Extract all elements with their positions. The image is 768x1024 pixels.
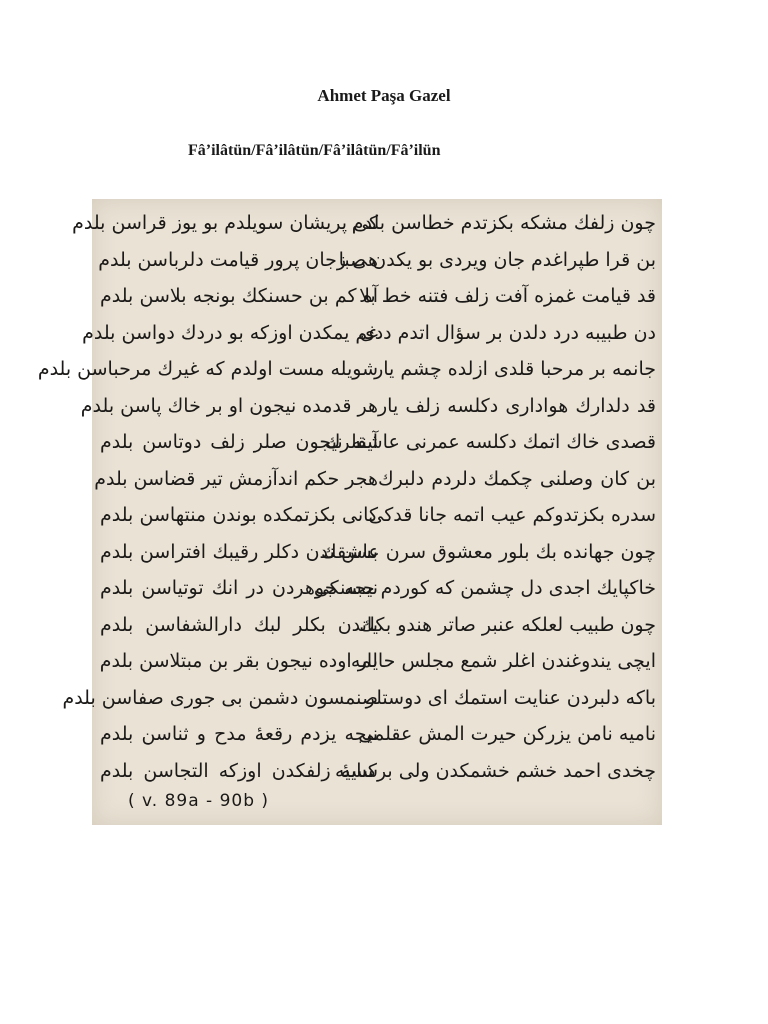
manuscript-line: کانی بکزتمکده بوندن منتهاسن بلدم xyxy=(100,504,378,526)
manuscript-line: کی پریشان سویلدم بو یوز قراسن بلدم xyxy=(72,212,378,234)
manuscript-line: قد دلدارك هواداری دکلسه زلف یار xyxy=(378,394,656,417)
document-title: Ahmet Paşa Gazel xyxy=(317,86,451,105)
manuscript-line: بن کان وصلنی چکمك دلردم دلبرك xyxy=(378,467,656,490)
manuscript-line: هی زجان پرور قیامت دلرباسن بلدم xyxy=(98,248,378,271)
manuscript-line: شویله مست اولدم که غیرك مرحباسن بلدم xyxy=(37,358,378,380)
manuscript-left-column xyxy=(37,205,378,789)
manuscript-line: بسن ندن دکلر رقیبك افتراسن بلدم xyxy=(100,540,378,563)
manuscript-line: خاکپایك اجدی دل چشمن که کوردم حسنکی xyxy=(313,577,656,599)
manuscript-line: یار اوده نیجون بقر بن مبتلاسن بلدم xyxy=(99,650,378,672)
manuscript-line: چون زلفك مشکه بکزتدم خطاسن بلدم xyxy=(351,212,656,234)
manuscript-line: قصدی خاك اتمك دکلسه عمرنی عاشقلرك xyxy=(324,431,656,453)
manuscript-line: بن قرا طپراغدم جان ویردی بو یکدن صبا xyxy=(338,248,656,271)
manuscript-line: هجر حکم اندآزمش تیر قضاسن بلدم xyxy=(94,467,378,490)
manuscript-line: قد قیامت غمزه آفت زلف فتنه خط بلا xyxy=(359,285,656,307)
manuscript-line: نیجه جوهردن در انك توتیاسن بلدم xyxy=(100,577,378,599)
manuscript-line: آینه نیجون صلر زلف دوتاسن بلدم xyxy=(100,431,378,453)
manuscript-line: جانمه بر مرحبا قلدی ازلده چشم یار xyxy=(374,358,656,380)
manuscript-line: نامیه نامن یزرکن حیرت المش عقلمی xyxy=(358,723,656,745)
manuscript-right-column xyxy=(313,205,656,789)
manuscript-line: چون طبیب لعلکه عنبر صاتر هندو بکك xyxy=(359,613,656,636)
manuscript-line: نیجه یزدم رقعهٔ مدح و ثناسن بلدم xyxy=(100,723,378,745)
manuscript-line: سدره بکزتدوکم عیب اتمه جانا قدکی xyxy=(368,504,656,526)
folio-reference: ( v. 89a - 90b ) xyxy=(128,791,270,811)
manuscript-scan xyxy=(37,199,662,825)
manuscript-line: هر قدمده نیجون او بر خاك پاسن بلدم xyxy=(80,394,378,417)
manuscript-line: آه کم بن حسنکك بونجه بلاسن بلدم xyxy=(100,285,378,307)
manuscript-line: غم یمکدن اوزکه بو دردك دواسن بلدم xyxy=(82,321,378,344)
manuscript-line: باکه دلبردن عنایت استمك ای دوستلر xyxy=(365,686,656,709)
manuscript-line: ایچی یندوغندن اغلر شمع مجلس حالمه xyxy=(350,650,656,672)
manuscript-line: چخدی احمد خشم خشمکدن ولی برکسیه xyxy=(335,759,656,782)
manuscript-line: یاندن بکلر لبك دارالشفاسن بلدم xyxy=(100,613,378,636)
manuscript-line: صنمسون دشمن بی جوری صفاسن بلدم xyxy=(62,686,378,709)
manuscript-line: دن طبیبه درد دلدن بر سؤال اتدم ددی xyxy=(359,321,656,344)
manuscript-line: سایهٔ زلفکدن اوزکه التجاسن بلدم xyxy=(100,759,378,782)
meter-pattern: Fâ’ilâtün/Fâ’ilâtün/Fâ’ilâtün/Fâ’ilün xyxy=(188,142,441,159)
manuscript-line: چون جهانده بك بلور معشوق سرن عاشقك xyxy=(320,540,656,563)
